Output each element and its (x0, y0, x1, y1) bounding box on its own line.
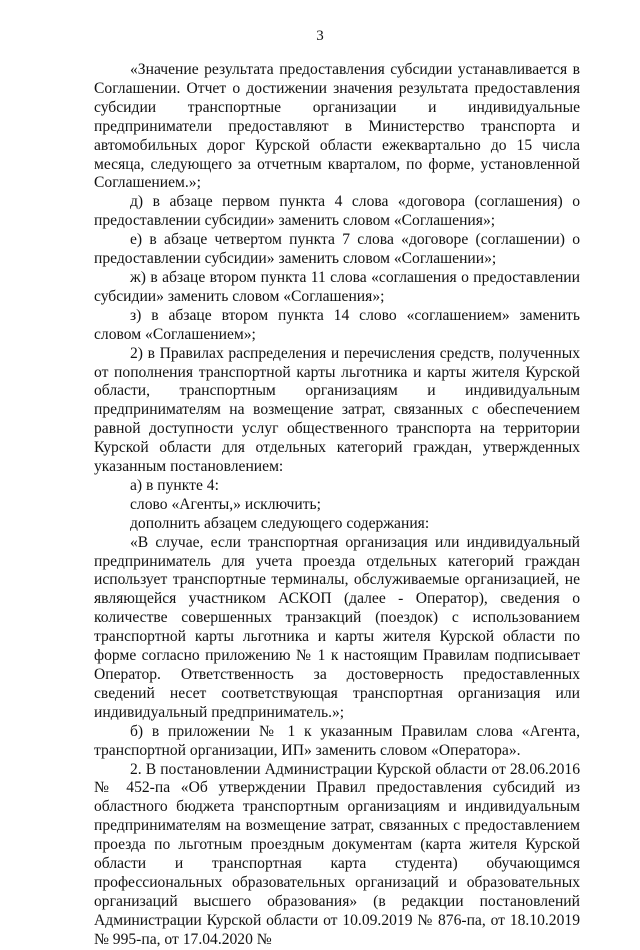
paragraph: б) в приложении № 1 к указанным Правилам слова «Агента, транспортной организации, ИП» заменить словом «Оператора». (94, 722, 580, 759)
paragraph: д) в абзаце первом пункта 4 слова «договора (соглашения) о предоставлении субсидии» заменить словом «Соглашения»; (94, 193, 580, 230)
paragraph: 2) в Правилах распределения и перечисления средств, полученных от пополнения транспортной карты льготника и карты жителя Курской области, транспортным организациям и индивидуальным предпринимателям на возмещение затрат, связанных с обеспечением равной доступности услуг общественного транспорта на территории Курской области для отдельных категорий граждан, утвержденных указанным постановлением: (94, 344, 580, 476)
paragraph: з) в абзаце втором пункта 14 слово «соглашением» заменить словом «Соглашением»; (94, 306, 580, 343)
paragraph: 2. В постановлении Администрации Курской области от 28.06.2016 № 452-па «Об утверждении Правил предоставления субсидий из областного бюджета транспортным организациям и индивидуальным предпринимателям на возмещение затрат, связанных с предоставлением проезда по льготным проездным документам (карта жителя Курской области и транспортная карта студента) обучающимся профессиональных образовательных организаций и образовательных организаций высшего образования» (в редакции постановлений Администрации Курской области от 10.09.2019 № 876-па, от 18.10.2019 № 995-па, от 17.04.2020 № (94, 760, 580, 948)
document-body (94, 61, 580, 950)
page-number: 3 (316, 28, 324, 44)
paragraph: дополнить абзацем следующего содержания: (130, 514, 430, 532)
paragraph: а) в пункте 4: (130, 476, 219, 494)
paragraph: «В случае, если транспортная организация или индивидуальный предприниматель для учета проезда отдельных категорий граждан использует транспортные терминалы, обслуживаемые организацией, не являющейся участником АСКОП (далее - Оператор), сведения о количестве совершенных транзакций (поездок) с использованием транспортной карты льготника и карты жителя Курской области по форме согласно приложению № 1 к настоящим Правилам подписывает Оператор. Ответственность за достоверность предоставленных сведений несет соответствующая транспортная организация или индивидуальный предприниматель.»; (94, 533, 580, 721)
paragraph: ж) в абзаце втором пункта 11 слова «соглашения о предоставлении субсидии» заменить словом «Соглашения»; (94, 268, 580, 305)
paragraph: е) в абзаце четвертом пункта 7 слова «договоре (соглашении) о предоставлении субсидии» заменить словом «Соглашении»; (94, 231, 580, 268)
paragraph: «Значение результата предоставления субсидии устанавливается в Соглашении. Отчет о достижении значения результата предоставления субсидии транспортные организации и индивидуальные предприниматели предоставляют в Министерство транспорта и автомобильных дорог Курской области ежеквартально до 15 числа месяца, следующего за отчетным кварталом, по форме, установленной Соглашением.»; (94, 61, 580, 192)
paragraph: слово «Агенты,» исключить; (130, 495, 321, 513)
